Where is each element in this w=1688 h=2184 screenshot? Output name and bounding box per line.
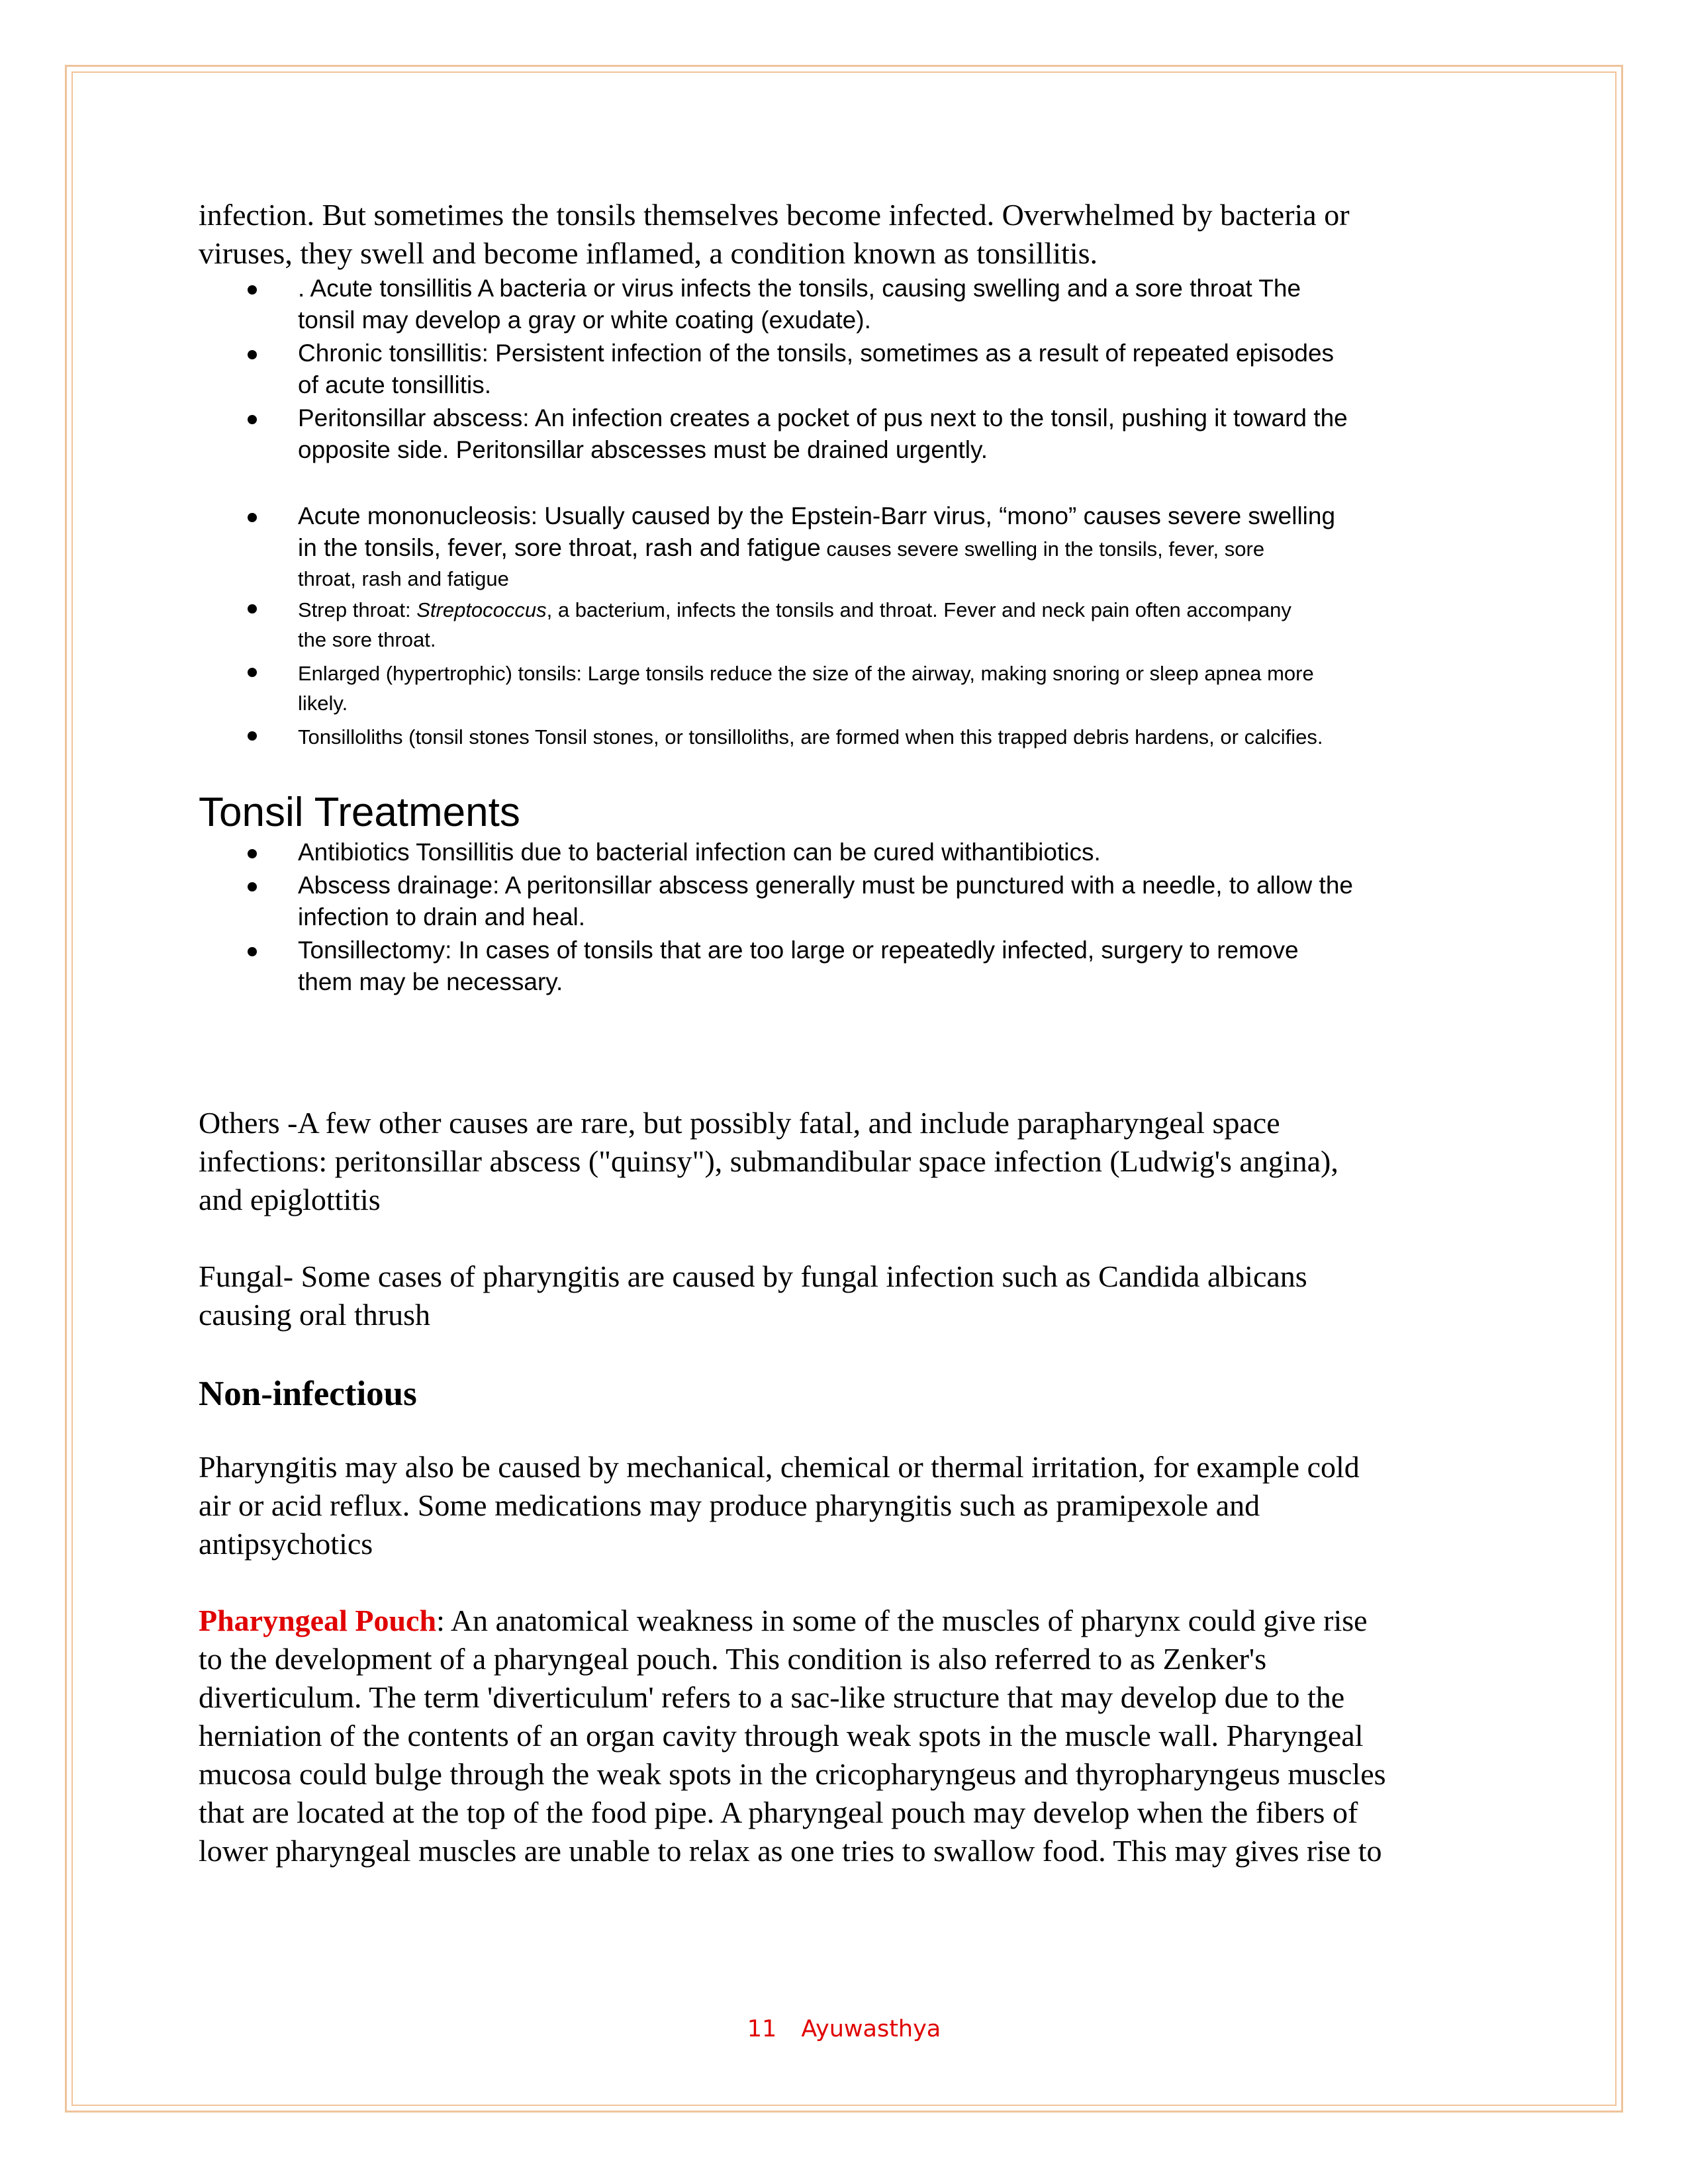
list-item: Enlarged (hypertrophic) tonsils: Large tonsils reduce the size of the airway, making snoring or sleep apnea more likely.	[199, 659, 1496, 718]
bullet-icon	[248, 731, 257, 741]
bullet-icon	[248, 882, 257, 891]
intro-paragraph	[199, 196, 1496, 273]
bullet-icon	[248, 604, 257, 614]
page-content	[199, 196, 1496, 1870]
list-item: Antibiotics Tonsillitis due to bacterial infection can be cured withantibiotics.	[199, 837, 1496, 868]
bullet-icon	[248, 947, 257, 956]
list-item: Peritonsillar abscess: An infection creates a pocket of pus next to the tonsil, pushing it toward the opposite side. Peritonsillar abscesses must be drained urgently.	[199, 402, 1496, 466]
tonsil-conditions-list	[199, 273, 1496, 752]
list-item: Tonsilloliths (tonsil stones Tonsil stones, or tonsilloliths, are formed when this trapped debris hardens, or calcifies.	[199, 722, 1496, 752]
list-item: Acute mononucleosis: Usually caused by the Epstein-Barr virus, “mono” causes severe swelling in the tonsils, fever, sore throat, rash and fatigue causes severe swelling in the tonsils, fever, sore throat, rash and fatigue	[199, 500, 1496, 594]
list-item: Chronic tonsillitis: Persistent infection of the tonsils, sometimes as a result of repeated episodes of acute tonsillitis.	[199, 338, 1496, 401]
pharyngeal-pouch-paragraph: Pharyngeal Pouch: An anatomical weakness in some of the muscles of pharynx could give rise to the development of a pharyngeal pouch. This condition is also referred to as Zenker's diverticulum. The term 'diverticulum' refers to a sac-like structure that may develop due to the herniation of the contents of an organ cavity through weak spots in the muscle wall. Pharyngeal mucosa could bulge through the weak spots in the cricopharyngeus and thyropharyngeus muscles that are located at the top of the food pipe. A pharyngeal pouch may develop when the fibers of lower pharyngeal muscles are unable to relax as one tries to swallow food. This may gives rise to	[199, 1604, 1386, 1868]
list-spacer	[199, 467, 1496, 499]
bullet-icon	[248, 513, 257, 522]
footer-brand: Ayuwasthya	[801, 2016, 941, 2042]
bullet-icon	[248, 668, 257, 677]
others-paragraph: Others -A few other causes are rare, but possibly fatal, and include parapharyngeal space infections: peritonsillar abscess ("quinsy"), submandibular space infection (Ludwig's angina), and epiglottitis	[199, 1106, 1338, 1216]
bullet-icon	[248, 285, 257, 295]
list-item: Tonsillectomy: In cases of tonsils that are too large or repeatedly infected, surgery to remove them may be necessary.	[199, 934, 1496, 998]
list-item: Abscess drainage: A peritonsillar abscess generally must be punctured with a needle, to allow the infection to drain and heal.	[199, 870, 1496, 933]
bullet-icon	[248, 415, 257, 424]
page-number: 11	[747, 2016, 777, 2042]
treatments-list	[199, 837, 1496, 998]
page-footer	[0, 2016, 1688, 2042]
section-title: Tonsil Treatments	[199, 790, 520, 835]
subsection-title: Non-infectious	[199, 1375, 417, 1413]
noninfectious-paragraph: Pharyngitis may also be caused by mechanical, chemical or thermal irritation, for example cold air or acid reflux. Some medications may produce pharyngitis such as pramipexole and antipsychotics	[199, 1450, 1360, 1561]
bullet-icon	[248, 849, 257, 858]
list-item: . Acute tonsillitis A bacteria or virus infects the tonsils, causing swelling and a sore throat The tonsil may develop a gray or white coating (exudate).	[199, 273, 1496, 336]
intro-line: viruses, they swell and become inflamed, a condition known as tonsillitis.	[199, 236, 1098, 270]
intro-line: infection. But sometimes the tonsils themselves become infected. Overwhelmed by bacteria or	[199, 198, 1350, 232]
list-item: Strep throat: Streptococcus, a bacterium, infects the tonsils and throat. Fever and neck pain often accompany the sore throat.	[199, 595, 1496, 655]
highlighted-term: Pharyngeal Pouch	[199, 1604, 437, 1637]
fungal-paragraph: Fungal- Some cases of pharyngitis are caused by fungal infection such as Candida albicans causing oral thrush	[199, 1259, 1307, 1332]
bullet-icon	[248, 350, 257, 359]
